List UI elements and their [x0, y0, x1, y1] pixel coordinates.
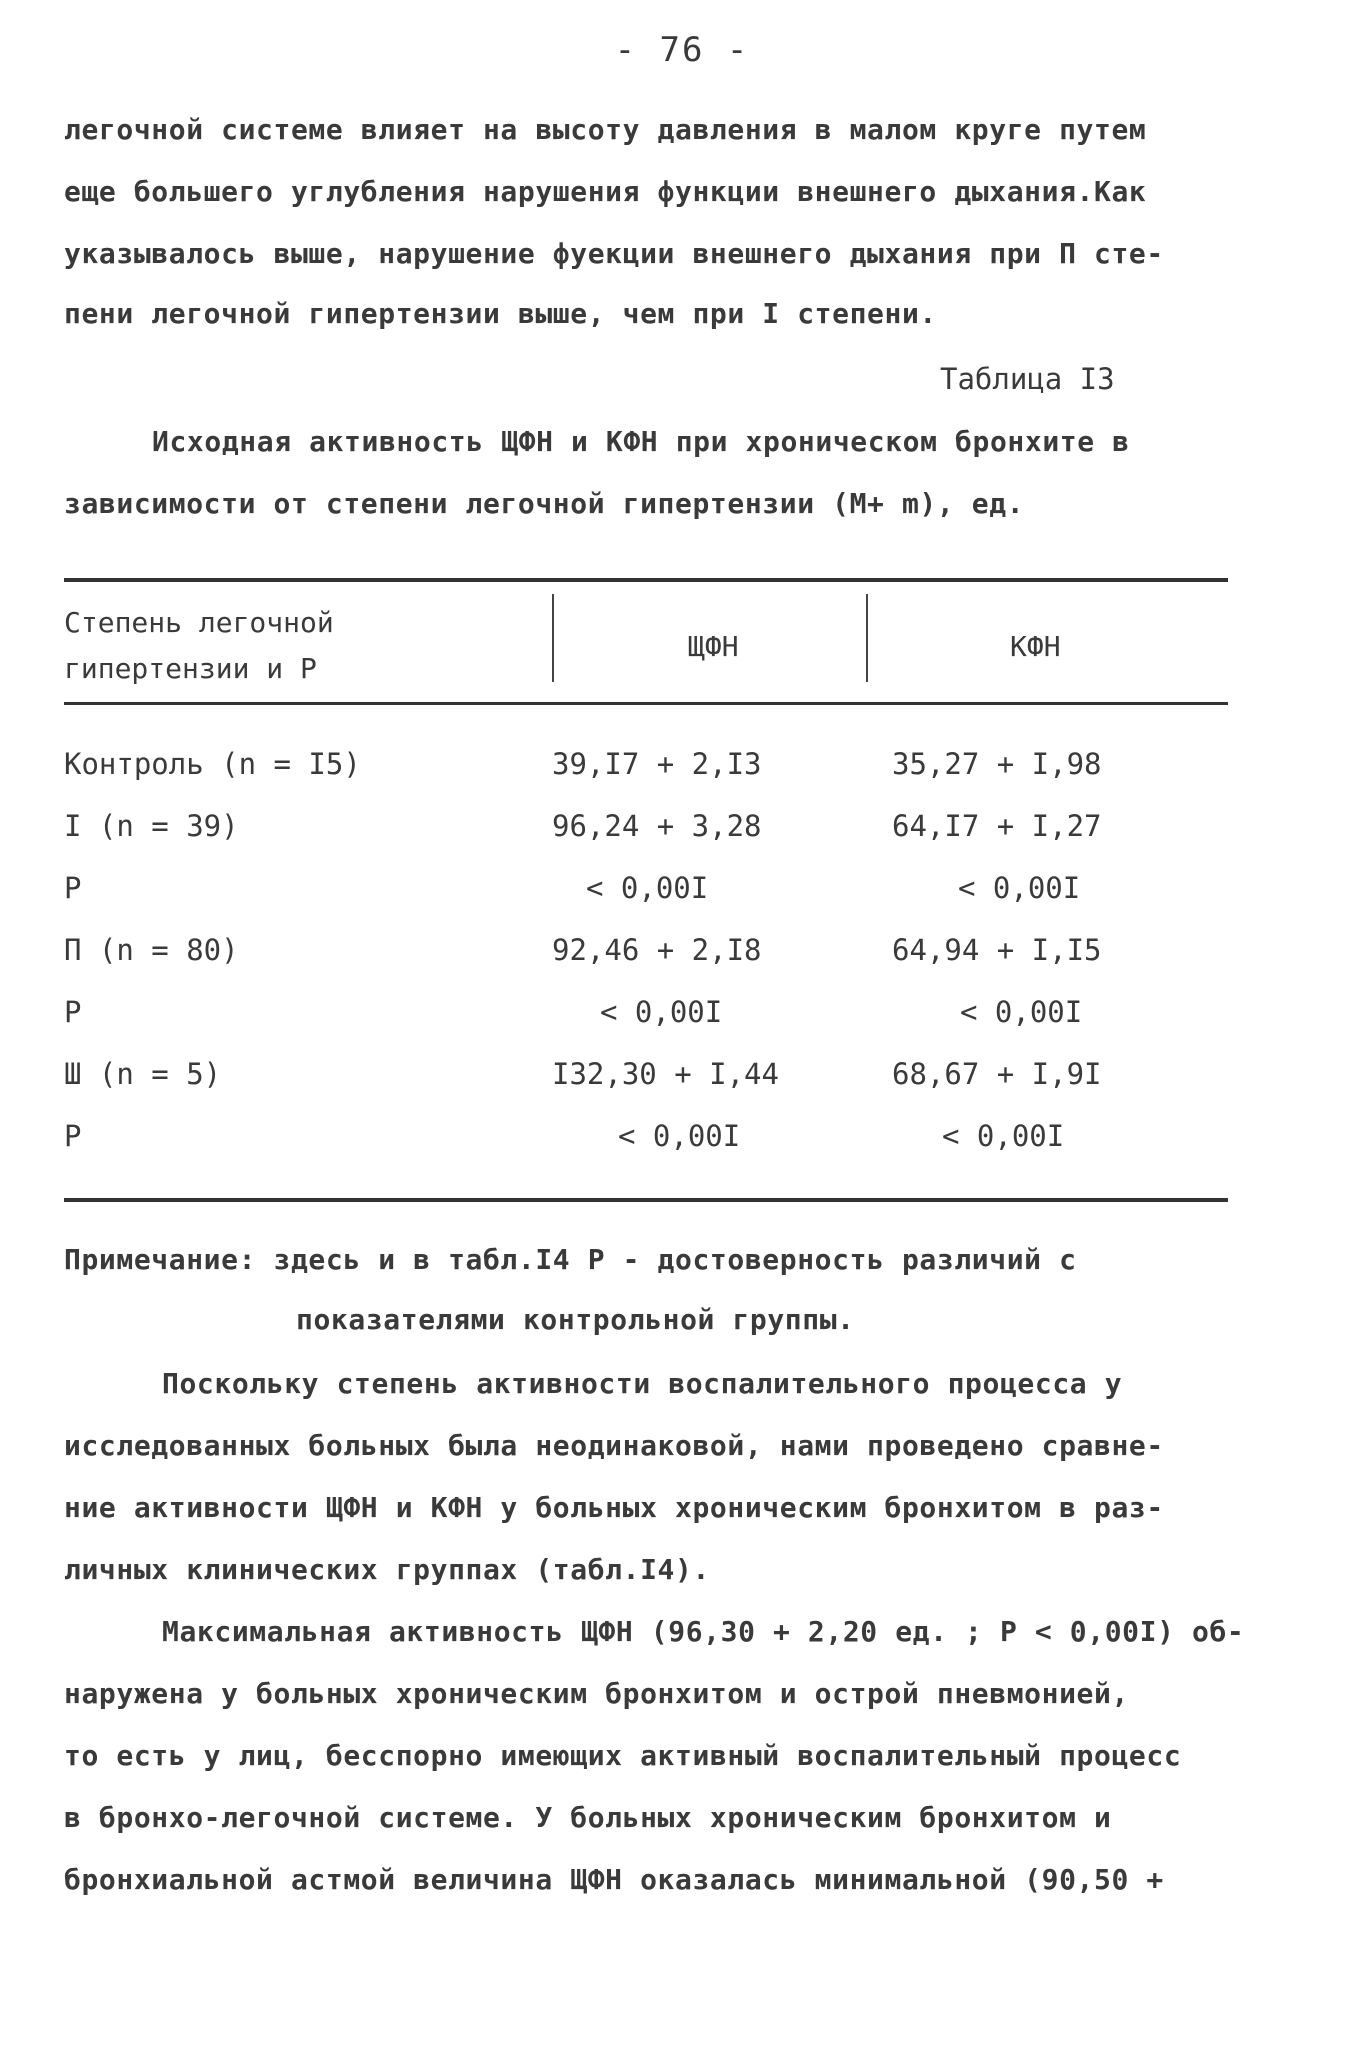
row-shfn: < 0,00I — [618, 1119, 741, 1153]
intro-line-3: указывалось выше, нарушение фуекции внешнего дыхания при П сте- — [64, 237, 1164, 270]
header-col1-line1: Степень легочной — [64, 606, 334, 639]
row-kfn: 68,67 + I,9I — [892, 1057, 1102, 1091]
row-kfn: < 0,00I — [958, 871, 1081, 905]
row-kfn: 35,27 + I,98 — [892, 747, 1102, 781]
body-line-3: ние активности ЩФН и КФН у больных хроническим бронхитом в раз- — [64, 1491, 1164, 1524]
header-divider-2 — [866, 594, 868, 682]
body-line-9: бронхиальной астмой величина ЩФН оказалась минимальной (90,50 + — [64, 1863, 1164, 1896]
table-caption-line-2: зависимости от степени легочной гипертензии (M+ m), ед. — [64, 487, 1025, 520]
intro-line-2: еще большего углубления нарушения функции внешнего дыхания.Как — [64, 175, 1147, 208]
page-number: - 76 - — [614, 30, 750, 70]
header-divider-1 — [552, 594, 554, 682]
body-line-5: Максимальная активность ЩФН (96,30 + 2,20 ед. ; Р < 0,00I) об- — [162, 1615, 1245, 1648]
intro-line-4: пени легочной гипертензии выше, чем при I степени. — [64, 297, 937, 330]
row-shfn: 39,I7 + 2,I3 — [552, 747, 762, 781]
body-line-2: исследованных больных была неодинаковой, нами проведено сравне- — [64, 1429, 1164, 1462]
row-kfn: 64,I7 + I,27 — [892, 809, 1102, 843]
row-shfn: 92,46 + 2,I8 — [552, 933, 762, 967]
table-top-rule — [64, 578, 1228, 582]
body-line-4: личных клинических группах (табл.I4). — [64, 1553, 710, 1586]
table-bottom-rule — [64, 1198, 1228, 1202]
table-header-rule — [64, 702, 1228, 705]
row-label: П (n = 80) — [64, 933, 239, 967]
row-label: Ш (n = 5) — [64, 1057, 222, 1091]
table-note-line-1: Примечание: здесь и в табл.I4 Р - достоверность различий с — [64, 1243, 1077, 1276]
table-note-line-2: показателями контрольной группы. — [296, 1303, 855, 1336]
header-col2: ЩФН — [688, 630, 739, 663]
row-kfn: < 0,00I — [960, 995, 1083, 1029]
body-line-7: то есть у лиц, бесспорно имеющих активный воспалительный процесс — [64, 1739, 1182, 1772]
row-label: Контроль (n = I5) — [64, 747, 361, 781]
row-label: P — [64, 871, 82, 905]
row-shfn: < 0,00I — [586, 871, 709, 905]
row-shfn: < 0,00I — [600, 995, 723, 1029]
row-label: I (n = 39) — [64, 809, 239, 843]
header-col3: КФН — [1010, 630, 1061, 663]
row-kfn: < 0,00I — [942, 1119, 1065, 1153]
body-line-8: в бронхо-легочной системе. У больных хроническим бронхитом и — [64, 1801, 1112, 1834]
row-shfn: I32,30 + I,44 — [552, 1057, 779, 1091]
row-shfn: 96,24 + 3,28 — [552, 809, 762, 843]
body-line-1: Поскольку степень активности воспалительного процесса у — [162, 1367, 1123, 1400]
body-line-6: наружена у больных хроническим бронхитом и острой пневмонией, — [64, 1677, 1129, 1710]
intro-line-1: легочной системе влияет на высоту давления в малом круге путем — [64, 113, 1147, 146]
table-caption-line-1: Исходная активность ЩФН и КФН при хроническом бронхите в — [152, 425, 1130, 458]
row-kfn: 64,94 + I,I5 — [892, 933, 1102, 967]
row-label: P — [64, 995, 82, 1029]
header-col1-line2: гипертензии и Р — [64, 652, 317, 685]
table-number: Таблица I3 — [940, 362, 1115, 396]
row-label: P — [64, 1119, 82, 1153]
